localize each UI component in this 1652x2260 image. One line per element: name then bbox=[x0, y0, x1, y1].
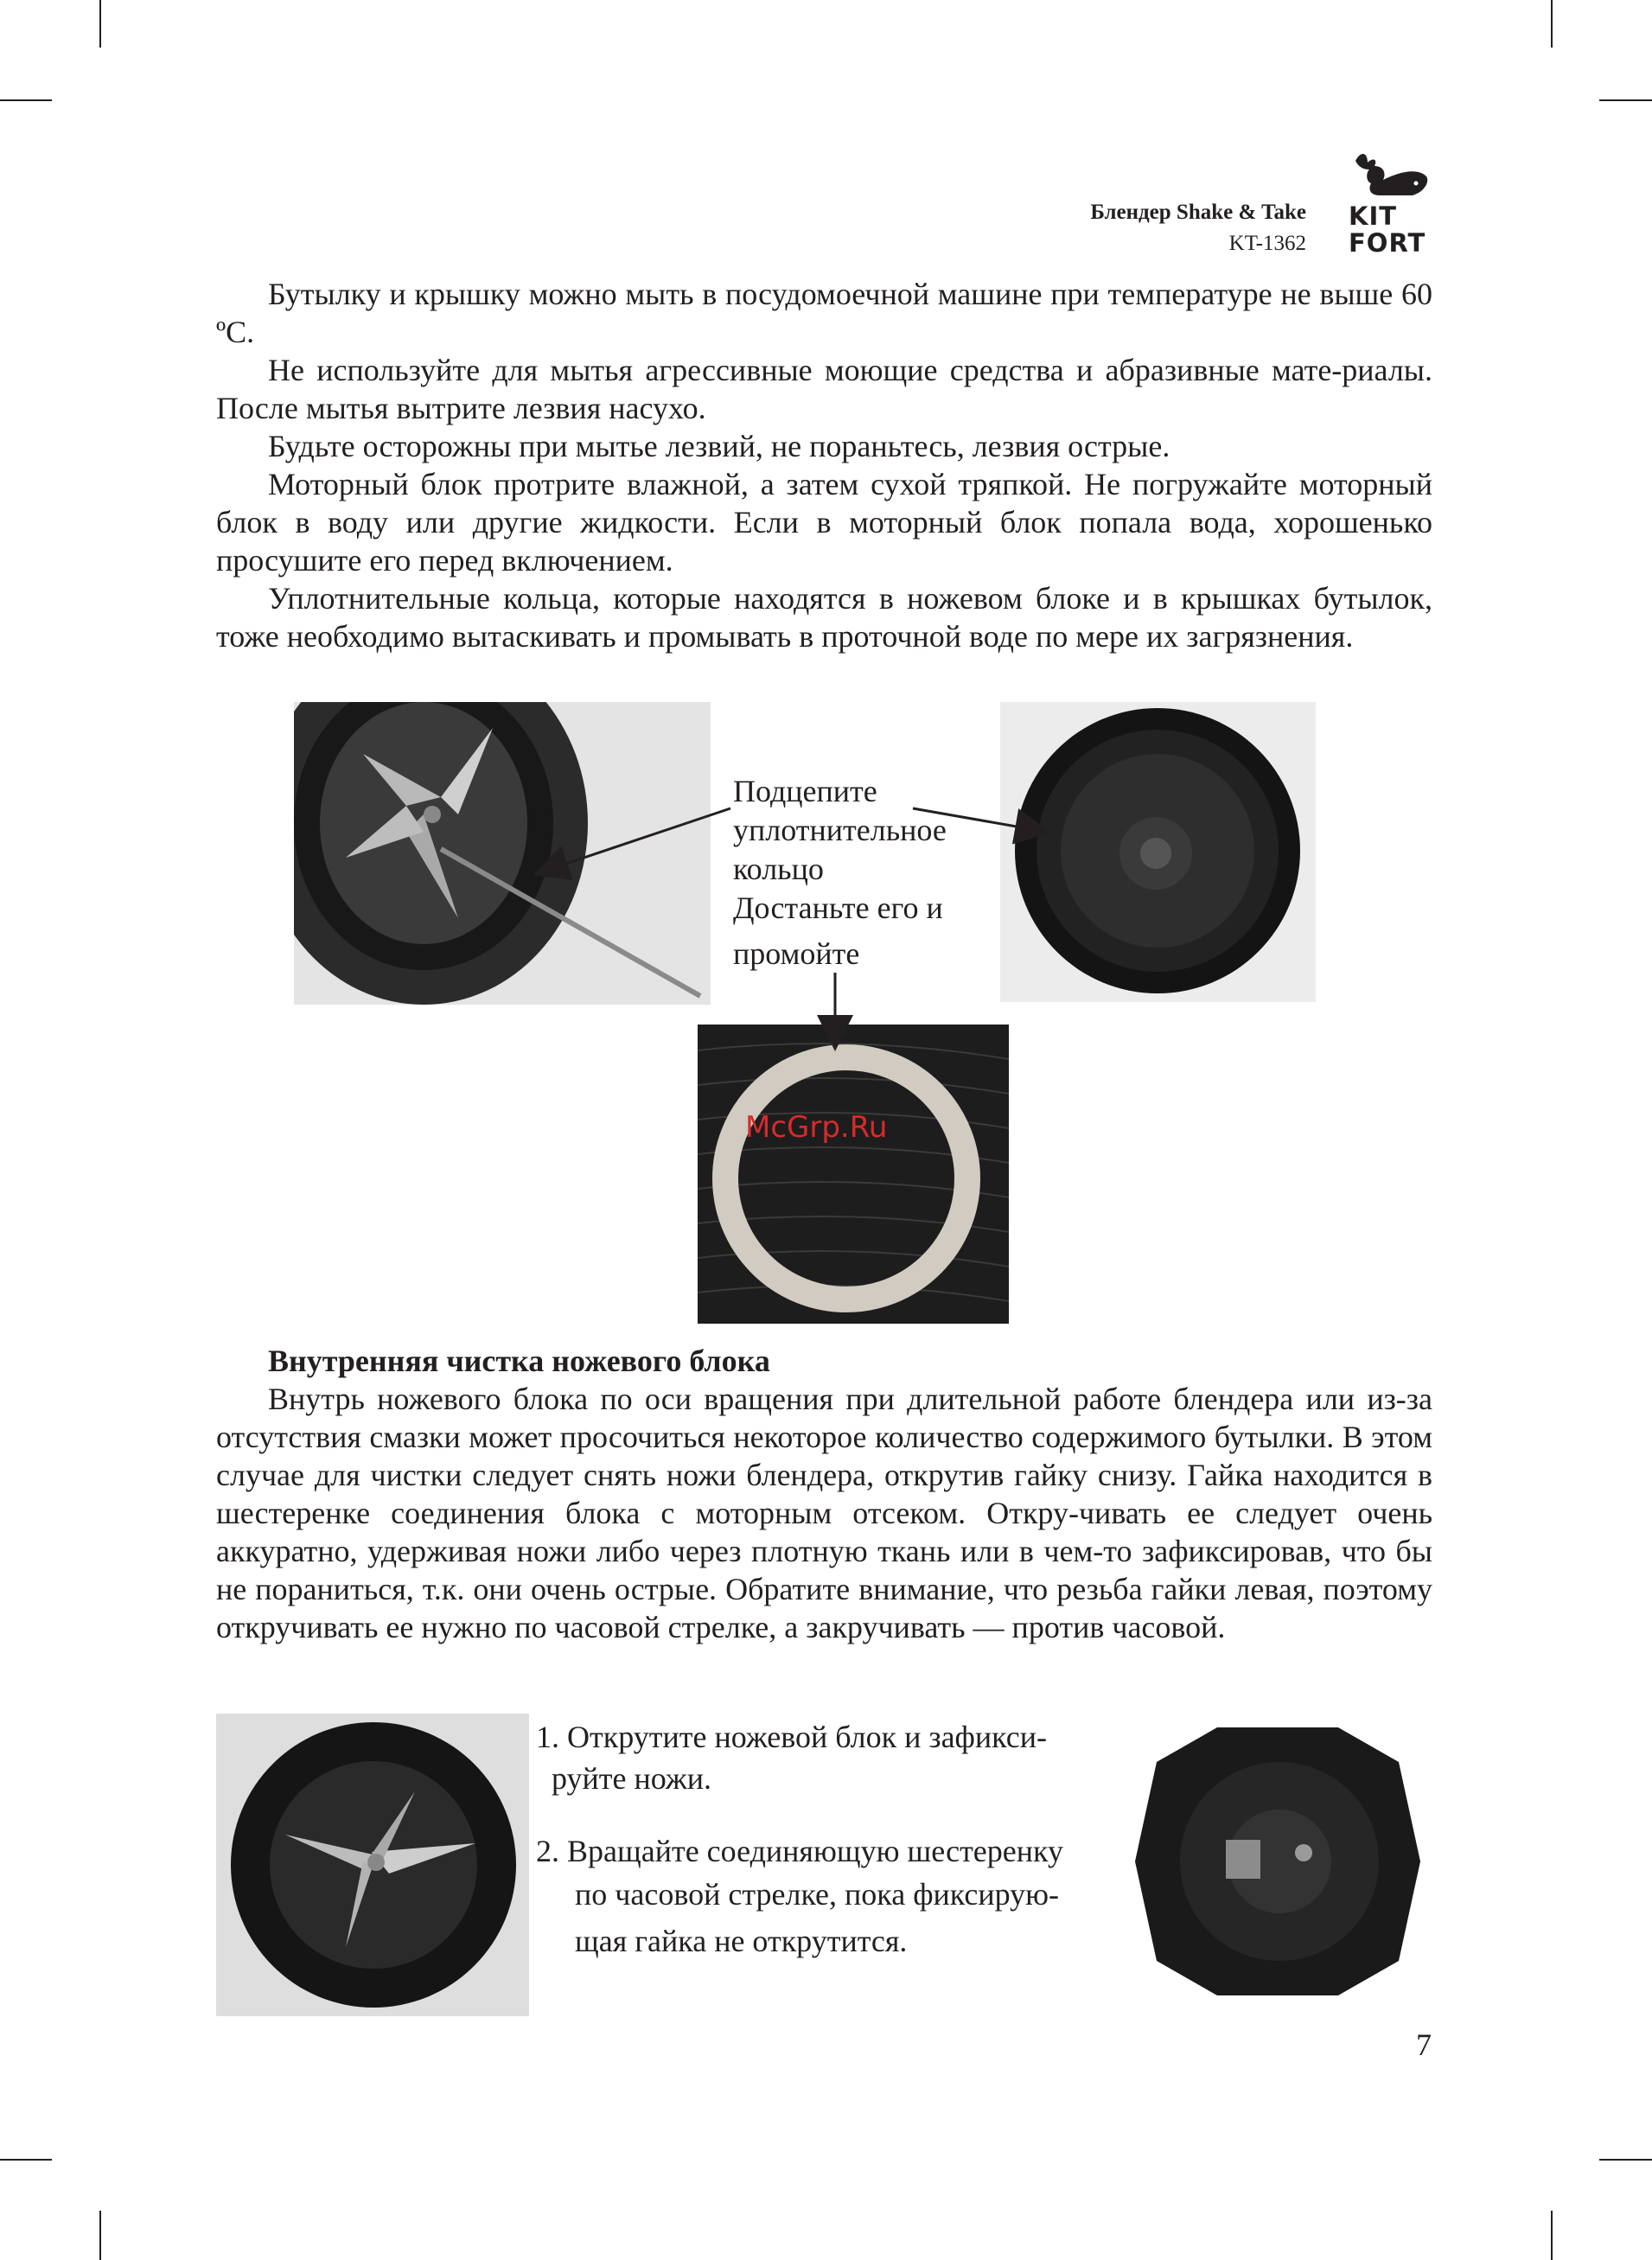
callout-line: кольцо bbox=[733, 852, 824, 886]
crop-mark bbox=[99, 2211, 101, 2260]
section-heading: Внутренняя чистка ножевого блока bbox=[268, 1344, 770, 1378]
callout-line: Подцепите bbox=[733, 774, 877, 808]
callout-line: уплотнительное bbox=[733, 813, 947, 847]
paragraph: Не используйте для мытья агрессивные моющие средства и абразивные мате-риалы. После мытья вытрите лезвия насухо. bbox=[216, 353, 1432, 425]
step-2-line: по часовой стрелке, пока фиксирую- bbox=[575, 1877, 1060, 1912]
logo-text-kit: KIT bbox=[1349, 201, 1398, 231]
logo-text-fort: FORT bbox=[1349, 228, 1426, 258]
paragraph: Моторный блок протрите влажной, а затем сухой тряпкой. Не погружайте моторный блок в воду или другие жидкости. Если в моторный блок попала вода, хорошенько просушите его перед включением. bbox=[216, 467, 1432, 578]
section-inner-cleaning bbox=[216, 1342, 1432, 1646]
paragraph: Внутрь ножевого блока по оси вращения при длительной работе блендера или из-за отсутствия смазки может просочиться некоторое количество содержимого бутылки. В этом случае для чистки следует снять ножи блендера, открутив гайку снизу. Гайка находится в шестеренке соединения блока с моторным отсеком. Откру-чивать ее следует очень аккуратно, удерживая ножи либо через плотную ткань или в чем-то зафиксировав, что бы не пораниться, т.к. они очень острые. Обратите внимание, что резьба гайки левая, поэтому откручивать ее нужно по часовой стрелке, а закручивать — против часовой. bbox=[216, 1382, 1432, 1644]
paragraph: Бутылку и крышку можно мыть в посудомоечной машине при температуре не выше 60 ºС. bbox=[216, 277, 1432, 349]
crop-mark bbox=[1551, 2211, 1553, 2260]
watermark-text: McGrp.Ru bbox=[745, 1110, 888, 1145]
step-2-line: щая гайка не открутится. bbox=[575, 1924, 908, 1958]
crop-mark bbox=[0, 2159, 52, 2161]
callout-line: Достаньте его и bbox=[733, 891, 943, 925]
model-number: KT-1362 bbox=[1228, 232, 1306, 255]
photo-blade-block bbox=[216, 1714, 529, 2016]
step-2-line: 2. Вращайте соединяющую шестеренку bbox=[536, 1834, 1064, 1868]
step-1-line: руйте ножи. bbox=[552, 1761, 712, 1796]
page-number: 7 bbox=[1416, 2027, 1432, 2062]
document-title: Блендер Shake & Take bbox=[1090, 201, 1306, 224]
paragraph: Будьте осторожны при мытье лезвий, не пораньтесь, лезвия острые. bbox=[268, 429, 1170, 463]
photo-gear-underside bbox=[1122, 1710, 1433, 2013]
callout-text bbox=[733, 772, 947, 974]
crop-mark bbox=[1599, 2159, 1652, 2161]
step-1-line: 1. Открутите ножевой блок и зафикси- bbox=[536, 1720, 1047, 1754]
callout-line: промойте bbox=[733, 936, 860, 971]
arrow-to-blade bbox=[538, 808, 730, 873]
paragraph: Уплотнительные кольца, которые находятся в ножевом блоке и в крышках бутылок, тоже необходимо вытаскивать и промывать в проточной воде по мере их загрязнения. bbox=[216, 581, 1432, 654]
